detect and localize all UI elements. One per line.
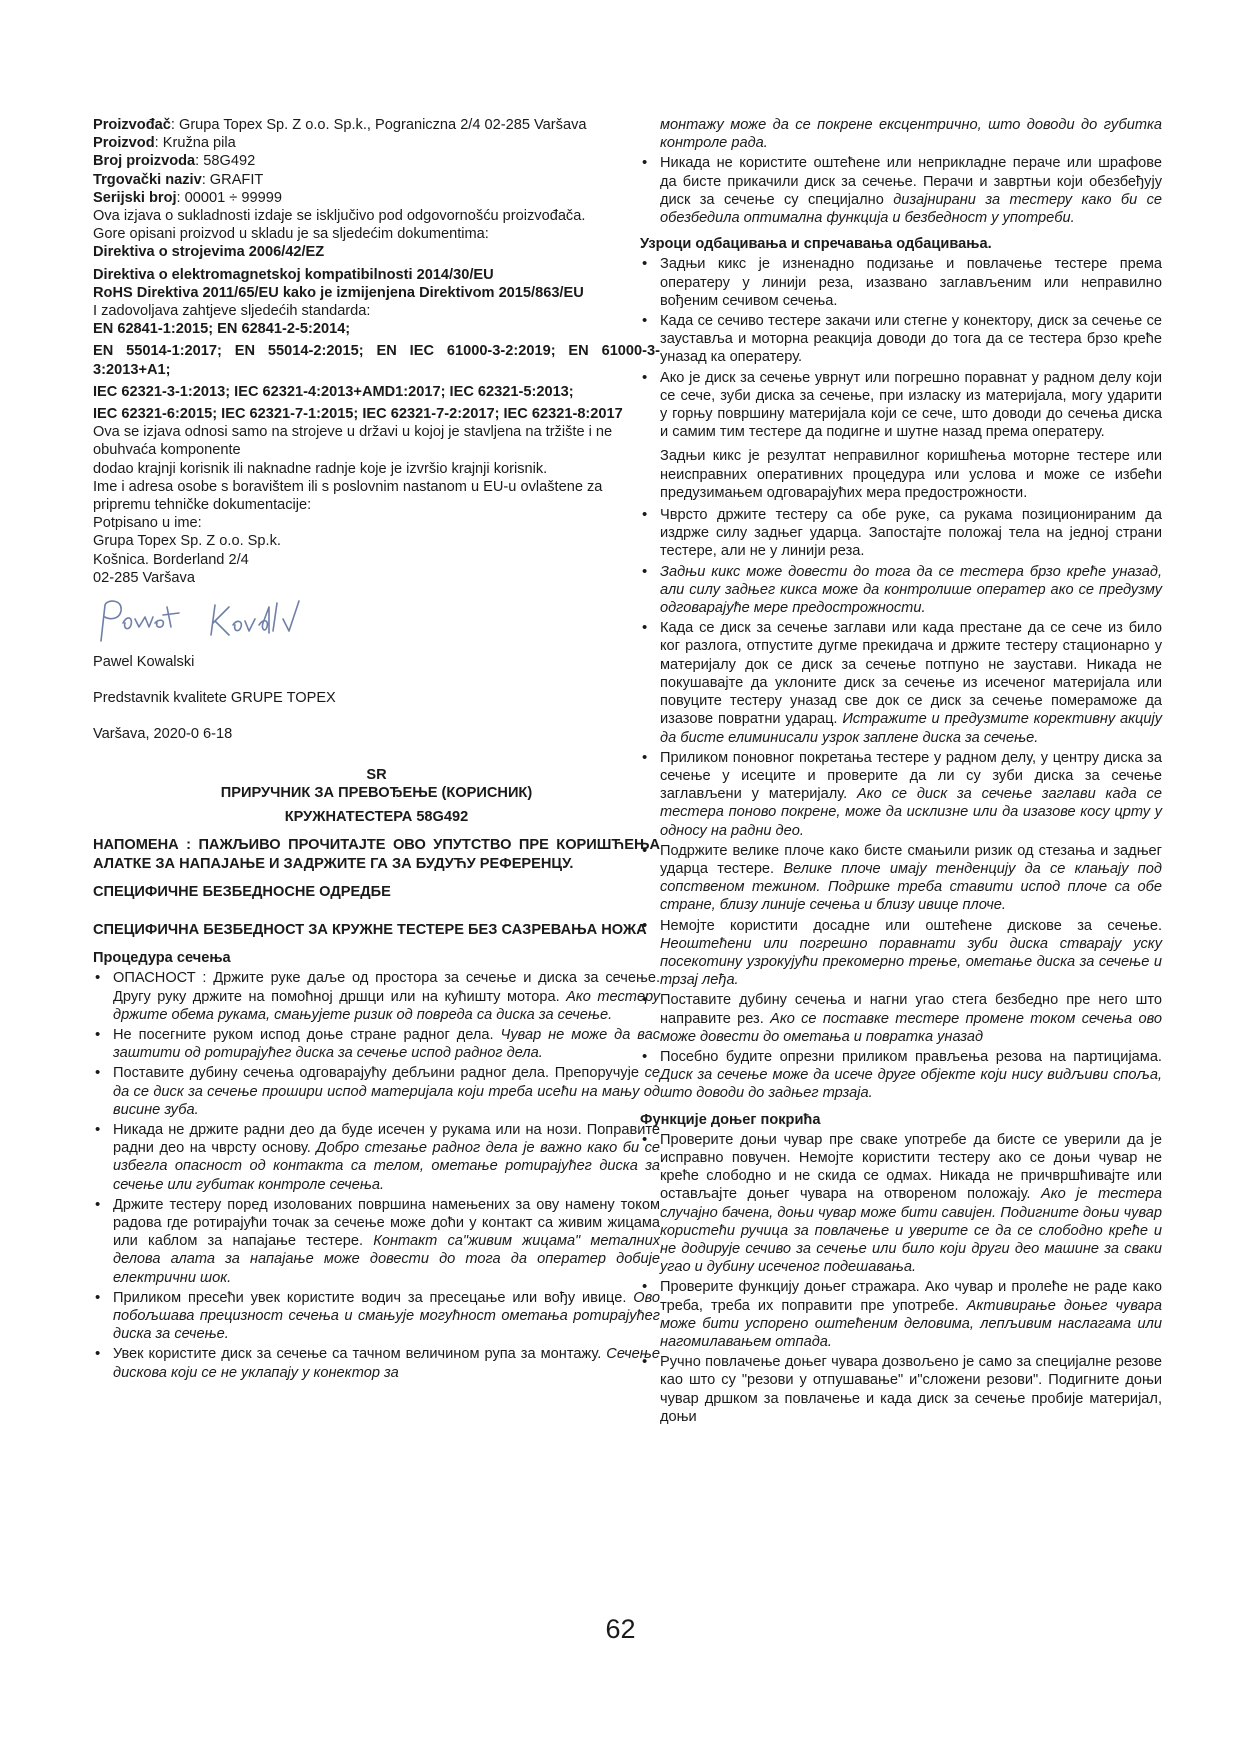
item-text: ОПАСНОСТ : Држите руке даље од простора за сечење и диска за сечење. Другу руку држите на помоћној дршци или на кућишту мотора. — [113, 970, 660, 1005]
item-text: Држите тестеру поред изолованих површина намењених за ову намену током радова где ротирајући точак за сечење може доћи у контакт са живим жицама или каблом за напајање тестере. — [113, 1196, 660, 1250]
standards-intro: I zadovoljava zahtjeve sljedećih standarda: — [93, 303, 371, 320]
cutting-procedure-list — [93, 969, 660, 1381]
product-title: КРУЖНАТЕСТЕРА 58G492 — [284, 809, 469, 826]
item-italic-text: Ако тестеру држите обема рукама, смањујете ризик од повреда са диска за сечење. — [113, 988, 660, 1023]
standard-line: IEC 62321-3-1:2013; IEC 62321-4:2013+AMD1:2017; IEC 62321-5:2013; — [93, 383, 574, 400]
scope-statement: Ime i adresa osobe s boravištem ili s poslovnim nastanom u EU-u ovlaštene za pripremu tehničke dokumentacije: — [93, 478, 603, 514]
language-code: SR — [366, 766, 387, 783]
directive-rohs: RoHS Direktiva 2011/65/EU kako je izmijenjena Direktivom 2015/863/EU — [93, 284, 584, 301]
place-date: Varšava, 2020-0 6-18 — [93, 726, 233, 743]
item-italic-text: Сечење дискова који се не уклапају у конектор за — [113, 1346, 660, 1381]
item-italic-text: Ако се диск за сечење заглави када се тестера поново покрене, може да исклизне или да изазове косу црту у односу на радни део. — [660, 786, 1162, 839]
trade-name-value: : GRAFIT — [201, 171, 264, 188]
list-item — [640, 842, 1162, 915]
item-italic-text: Диск за сечење може да исече друге објекте који нису видљиви споља, што доводи до задњег трзаја. — [660, 1067, 1162, 1102]
list-item: • Када се сечиво тестере закачи или стегне у конектору, диск за сечење се зауставља и моторна реакција доводи до тога да се тестера брзо креће уназад ка оператеру. — [640, 312, 1162, 367]
list-item — [93, 1345, 660, 1381]
manufacturer-value: : Grupa Topex Sp. Z o.o. Sp.k., Pograniczna 2/4 02-285 Varšava — [170, 117, 587, 133]
manufacturer-line — [93, 116, 660, 134]
item-text: Када се диск за сечење заглави или када престане да се сече из било ког разлога, отпустите дугме прекидача и држите тестеру стационарно у материјалу док се диск за сечење потпуно не заустави. Никада не покушавајте да уклоните диск за сечење из исеченог материјала или повуците тестеру уназад све док се диск за сечење помераможе да изазове повратни ударац. — [660, 620, 1162, 728]
list-item — [640, 619, 1162, 746]
company-name: Grupa Topex Sp. Z o.o. Sp.k. — [93, 533, 281, 550]
handwritten-signature — [93, 593, 660, 649]
item-text: Чврсто држите тестеру са обе руке, са рукама позиционираним да издрже силу задњег ударца. Запостајте положај тела на једној страни тестере, али не у линији реза. — [660, 507, 1162, 560]
list-item — [93, 969, 660, 1024]
kickback-note: Задњи кикс је резултат неправилног коришћења моторне тестере или неисправних оперативних процедура или услова и може се избећи предузимањем одговарајућих мера предострожности. — [660, 448, 1162, 501]
list-item — [93, 1026, 660, 1062]
item-italic-text: Ако се поставке тестере промене током сечења ово може довести до ометања и повратка уназад — [660, 1010, 1162, 1045]
item-italic-text: Задњи кикс може довести до тога да се тестера брзо креће уназад, али силу задњег кикса може да контролише оператер ако се предузму одговарајуће мере предострожности. — [660, 563, 1162, 617]
directive-machinery: Direktiva o strojevima 2006/42/EZ — [93, 244, 325, 261]
list-item — [640, 1048, 1162, 1103]
item-text: Немојте користити досадне или оштећене дискове за сечење. — [660, 917, 1162, 934]
item-text: Ручно повлачење доњег чувара дозвољено је само за специјалне резове као што су "резови у отпушавање" и"сложени резови". Подигните доњи чувар дршком за повлачење и када диск за сечење пробије материјал, доњи — [660, 1354, 1162, 1425]
item-italic-text: Неоштећени или погрешно поравнати зуби диска стварају уску посекотину узрокујући прекомерно трење, ометање диска за сечење и трзај леђа. — [660, 935, 1162, 989]
item-text: Увек користите диск за сечење са тачном величином рупа за монтажу. — [113, 1346, 607, 1363]
list-item — [640, 154, 1162, 227]
list-item — [640, 1131, 1162, 1277]
cutting-procedure-heading: Процедура сечења — [93, 950, 231, 967]
item-italic-text: Ово побољшава прецизност сечења и смањује могућност ометања ротирајућег диска за сечење. — [113, 1289, 660, 1343]
standard-line: EN 55014-1:2017; EN 55014-2:2015; EN IEC 61000-3-2:2019; EN 61000-3-3:2013+A1; — [93, 343, 660, 378]
list-item — [640, 563, 1162, 618]
signer-role: Predstavnik kvalitete GRUPE TOPEX — [93, 690, 336, 707]
signature-image — [93, 593, 353, 649]
item-italic-text: дизајнирани за тестеру како би се обезбедила оптимална функција и безбедност у употреби. — [660, 191, 1162, 227]
product-number-label: Broj proizvoda — [93, 153, 196, 170]
product-number-value: : 58G492 — [195, 153, 256, 170]
item-text: Не посегните руком испод доње стране радног дела. — [113, 1026, 501, 1043]
kickback-causes-list — [640, 255, 1162, 441]
item-italic-text: Велике плоче имају тенденцију да се клањају под сопственом тежином. Подршке треба ставити испод плоче са обе стране, близу линије сечења и близу ивице плоче. — [660, 860, 1162, 914]
list-item — [93, 1196, 660, 1287]
item-italic-text: Ако је тестера случајно бачена, доњи чувар може бити савијен. Подигните доњи чувар користећи ручица за повлачење и уверите се да се слободно креће и не додирује сечиво за сечење или било који други део машине за сваки угао и дубину исеченог подешавања. — [660, 1186, 1162, 1276]
product-value: : Kružna pila — [154, 135, 236, 152]
item-text: Приликом пресећи увек користите водич за пресецање или вођу ивице. — [113, 1289, 634, 1306]
list-item — [93, 1064, 660, 1119]
item-text: Поставите дубину сечења одговарајућу дебљини радног дела. Препоручује — [113, 1065, 645, 1082]
page-number: 62 — [605, 1614, 636, 1644]
declaration-block — [93, 116, 660, 744]
manual-title: ПРИРУЧНИК ЗА ПРЕВОЂЕЊЕ (КОРИСНИК) — [220, 784, 533, 801]
scope-statement: Ova se izjava odnosi samo na strojeve u državi u kojoj je stavljena na tržište i ne obuhvaća komponente — [93, 424, 613, 459]
item-text: Поставите дубину сечења и нагни угао стега безбедно пре него што направите рез. — [660, 992, 1162, 1027]
left-column — [93, 116, 660, 1382]
lower-guard-list — [640, 1131, 1162, 1426]
item-text: Проверите функцију доњег стражара. Ако чувар и пролеће не раде како треба, треба их поправити пре употребе. — [660, 1279, 1162, 1314]
kickback-prevention-list — [640, 506, 1162, 1103]
item-italic-text: Чувар не може да вас заштити од ротирајућег диска за сечење испод радног дела. — [113, 1026, 660, 1062]
item-text: Никада не држите радни део да буде исечен у рукама или на нози. Поправите радни део на чврсту основу. — [113, 1121, 660, 1157]
signed-by: Potpisano u ime: — [93, 515, 202, 532]
right-column — [640, 116, 1162, 1426]
circular-saw-safety-heading: СПЕЦИФИЧНА БЕЗБЕДНОСТ ЗА КРУЖНЕ ТЕСТЕРЕ БЕЗ САЗРЕВАЊА НОЖА — [93, 921, 647, 938]
item-text: Приликом поновног покретања тестере у радном делу, у центру диска за сечење у исеците и проверите да ли су зуби диска за сечење заглављени у материјалу. — [660, 749, 1162, 803]
item-italic-text: Истражите и предузмите корективну акцију да бисте елиминисали узрок заплене диска за сечење. — [660, 711, 1163, 746]
list-item — [640, 506, 1162, 561]
conformity-statement: Ova izjava o sukladnosti izdaje se isključivo pod odgovornošću proizvođača. — [93, 208, 586, 225]
list-item: • Задњи кикс је изненадно подизање и повлачење тестере према оператеру у линији реза, изазвано заглављеним или неправилно вођеним сечивом сечења. — [640, 255, 1162, 310]
manufacturer-label: Proizvođač — [93, 117, 171, 133]
scope-statement: dodao krajnji korisnik ili naknadne radnje koje je izvršio krajnji korisnik. — [93, 460, 548, 477]
list-item — [640, 749, 1162, 840]
product-number-line — [93, 152, 660, 170]
trade-name-line — [93, 171, 660, 189]
company-address: Košnica. Borderland 2/4 — [93, 551, 249, 568]
trade-name-label: Trgovački naziv — [93, 171, 202, 188]
item-italic-text: Активирање доњег чувара може бити успорено оштећеним деловима, лепљивим наслагама или нагомилавањем отпада. — [660, 1297, 1163, 1350]
serbian-manual-header — [93, 766, 660, 968]
item-text: Подржите велике плоче како бисте смањили ризик од стезања и задњег ударца тестере. — [660, 842, 1162, 877]
item-italic-text: Добро стезање радног дела је важно како би се избегла опасност од контакта са телом, ометање ротирајућег диска за сечење или губитак контроле сечења. — [113, 1140, 660, 1193]
serial-number-value: : 00001 ÷ 99999 — [176, 189, 282, 206]
list-item — [640, 991, 1162, 1046]
list-item — [640, 1353, 1162, 1426]
product-label: Proizvod — [93, 135, 155, 152]
list-item — [93, 1121, 660, 1194]
kickback-heading: Узроци одбацивања и спречавања одбацивања. — [640, 236, 992, 253]
product-line — [93, 134, 660, 152]
item-italic-text: Контакт са"живим жицама" металних делова алата за напајање може довести до тога да оператер добије електрични шок. — [113, 1233, 660, 1286]
washer-list — [640, 154, 1162, 227]
specific-safety-heading: СПЕЦИФИЧНЕ БЕЗБЕДНОСНЕ ОДРЕДБЕ — [93, 883, 391, 900]
directive-emc: Direktiva o elektromagnetskoj kompatibilnosti 2014/30/EU — [93, 266, 494, 283]
list-item — [93, 1289, 660, 1344]
list-item — [640, 917, 1162, 990]
standard-line: IEC 62321-6:2015; IEC 62321-7-1:2015; IEC 62321-7-2:2017; IEC 62321-8:2017 — [93, 406, 623, 423]
item-text: Никада не користите оштећене или неприкладне пераче или шрафове да бисте прикачили диск за сечење. Перачи и завртњи који обезбеђују диск за сечење су специјално — [660, 155, 1162, 208]
company-address: 02-285 Varšava — [93, 569, 195, 586]
standard-line: EN 62841-1:2015; EN 62841-2-5:2014; — [93, 321, 351, 338]
documents-intro: Gore opisani proizvod u skladu je sa sljedećim dokumentima: — [93, 226, 489, 243]
serial-number-label: Serijski broj — [93, 189, 177, 206]
continued-text: монтажу може да се покрене ексцентрично, што доводи до губитка контроле рада. — [660, 117, 1162, 152]
signer-name: Pawel Kowalski — [93, 654, 195, 671]
serial-number-line — [93, 189, 660, 207]
list-item: • Ако је диск за сечење уврнут или погрешно поравнат у радном делу који се сече, зуби диска за сечење, при изласку из материјала, могу ударити у горњу површину материјала који се сече, што доводи до сечења диска и самим тим тестере да подигне и шутне назад према оператеру. — [640, 369, 1162, 442]
warning-note: НАПОМЕНА : ПАЖЉИВО ПРОЧИТАЈТЕ ОВО УПУТСТВО ПРЕ КОРИШЋЕЊА АЛАТКЕ ЗА НАПАЈАЊЕ И ЗАДРЖИТЕ ГА ЗА БУДУЋУ РЕФЕРЕНЦУ. — [93, 837, 660, 872]
lower-guard-heading: Функције доњег покрића — [640, 1111, 821, 1128]
list-item — [640, 1278, 1162, 1351]
item-text: Посебно будите опрезни приликом прављења резова на партицијама. — [660, 1048, 1162, 1065]
item-italic-text: се да се диск за сечење прошири испод материјала који треба исећи на мању од висине зуба. — [113, 1065, 660, 1118]
item-text: Проверите доњи чувар пре сваке употребе да бисте се уверили да је исправно повучен. Немојте користити тестеру ако се доњи чувар не креће слободно и не скида се одмах. Никада не причвршћивајте или остављајте доњег чувара на отвореном положају. — [660, 1131, 1162, 1203]
